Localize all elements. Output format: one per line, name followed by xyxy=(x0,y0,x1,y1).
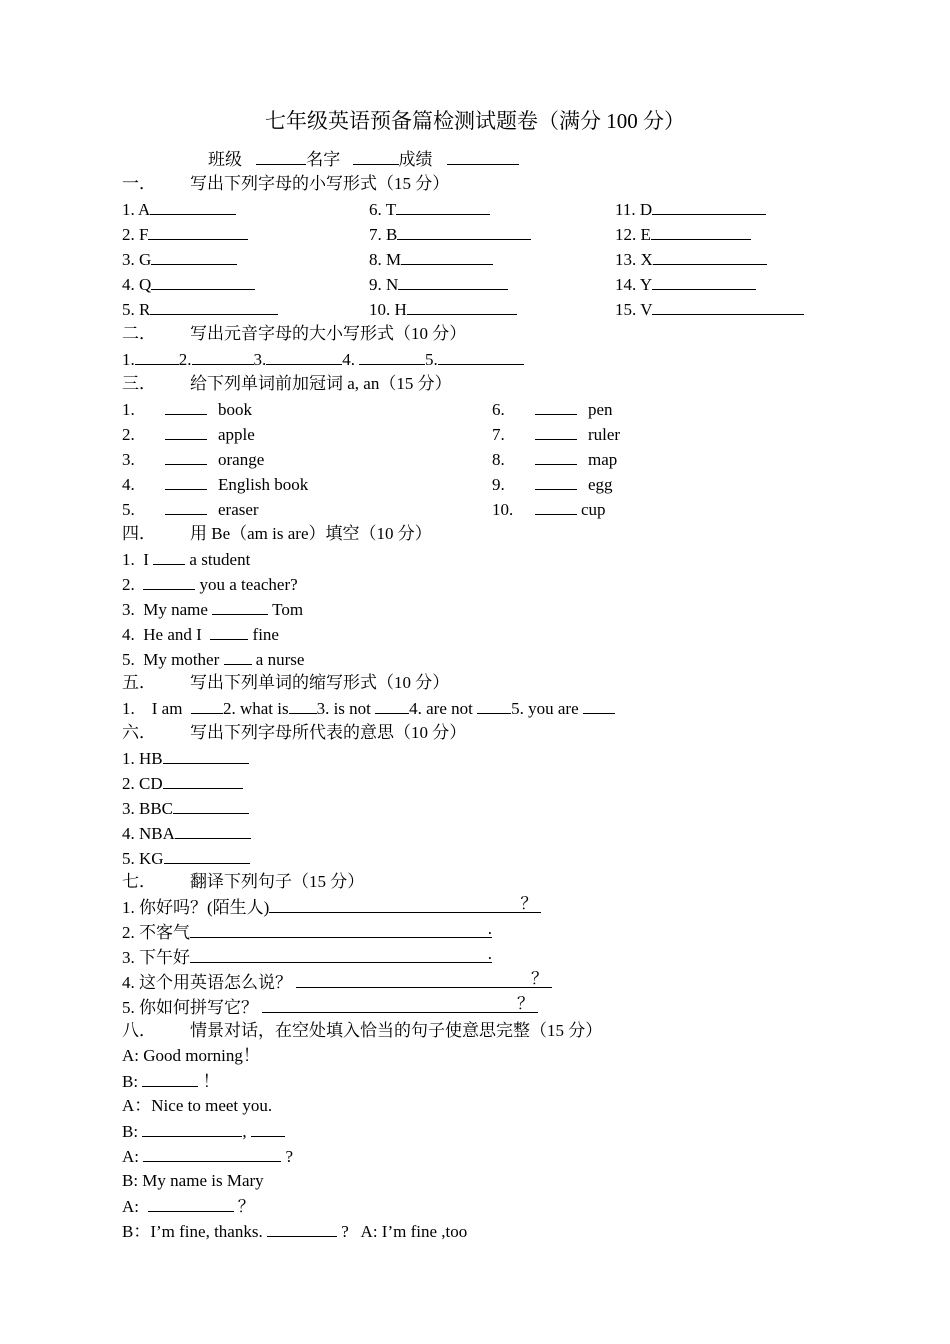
dialogue-line: A: Good morning！ xyxy=(122,1046,260,1065)
answer-blank[interactable] xyxy=(266,347,342,365)
letter-label: 12. E xyxy=(615,225,651,244)
letter-label: 3. G xyxy=(122,250,152,269)
answer-blank[interactable] xyxy=(375,696,409,714)
dialogue-line: A：Nice to meet you. xyxy=(122,1096,273,1115)
list-item xyxy=(122,920,492,945)
word: apple xyxy=(218,425,255,444)
vowel-answer-row xyxy=(122,347,524,372)
section-title: 写出下列单词的缩写形式（10 分） xyxy=(190,673,450,692)
letter-label: 15. V xyxy=(615,300,653,319)
list-item xyxy=(492,472,613,497)
answer-blank[interactable] xyxy=(165,397,207,415)
list-item xyxy=(122,572,298,597)
section-number: 四． xyxy=(122,524,156,543)
word: ruler xyxy=(588,425,621,444)
list-item xyxy=(492,447,617,472)
word: pen xyxy=(588,400,613,419)
section-title: 给下列单词前加冠词 a, an（15 分） xyxy=(190,374,452,393)
dialogue-text: , xyxy=(242,1122,251,1141)
letter-label: 11. D xyxy=(615,200,653,219)
abbreviation-label: 5. KG xyxy=(122,849,164,868)
end-punctuation: . xyxy=(487,944,492,963)
dialogue-line xyxy=(122,1119,285,1144)
answer-blank[interactable] xyxy=(267,1219,337,1237)
section-8-heading xyxy=(122,1019,602,1043)
item-label: 4. are not xyxy=(409,699,478,718)
answer-blank[interactable] xyxy=(535,472,577,490)
answer-blank[interactable] xyxy=(535,447,577,465)
page-title: 七年级英语预备篇检测试题卷（满分 100 分） xyxy=(265,109,685,133)
word: cup xyxy=(581,500,606,519)
list-item xyxy=(369,222,531,247)
list-item xyxy=(122,247,237,272)
letter-label: 10. H xyxy=(369,300,407,319)
item-number: 9. xyxy=(492,475,505,494)
section-title: 用 Be（am is are）填空（10 分） xyxy=(190,524,432,543)
class-blank[interactable] xyxy=(256,147,306,165)
section-number: 六． xyxy=(122,723,156,742)
letter-label: 14. Y xyxy=(615,275,653,294)
answer-blank[interactable] xyxy=(269,895,541,913)
sentence-end: you a teacher? xyxy=(195,575,298,594)
contraction-row xyxy=(122,696,615,721)
dialogue-line xyxy=(122,1144,293,1169)
list-item xyxy=(369,272,508,297)
item-number: 1. xyxy=(122,350,135,369)
answer-blank[interactable] xyxy=(163,746,249,764)
letter-label: 2. F xyxy=(122,225,149,244)
list-item xyxy=(492,422,620,447)
answer-blank[interactable] xyxy=(438,347,524,365)
item-number: 5. xyxy=(122,500,135,519)
section-title: 情景对话，在空处填入恰当的句子使意思完整（15 分） xyxy=(190,1021,603,1040)
letter-label: 1. A xyxy=(122,200,151,219)
list-item xyxy=(492,397,613,422)
answer-blank[interactable] xyxy=(652,272,756,290)
list-item xyxy=(615,222,751,247)
item-number: 3. xyxy=(122,450,135,469)
answer-blank[interactable] xyxy=(397,222,531,240)
abbreviation-label: 3. BBC xyxy=(122,799,174,818)
answer-blank[interactable] xyxy=(142,1069,198,1087)
answer-blank[interactable] xyxy=(398,272,508,290)
answer-blank[interactable] xyxy=(175,821,251,839)
item-number: 8. xyxy=(492,450,505,469)
answer-blank[interactable] xyxy=(165,472,207,490)
letter-label: 7. B xyxy=(369,225,398,244)
answer-blank[interactable] xyxy=(535,397,577,415)
answer-blank[interactable] xyxy=(143,572,195,590)
item-number: 7. xyxy=(492,425,505,444)
end-punctuation: ？ xyxy=(517,994,534,1013)
dialogue-text: ！ xyxy=(198,1072,220,1091)
list-item xyxy=(122,197,236,222)
list-item xyxy=(122,970,552,995)
answer-blank[interactable] xyxy=(262,995,538,1013)
sentence-start: 2. xyxy=(122,575,144,594)
section-4-heading xyxy=(122,522,432,546)
list-item xyxy=(122,497,259,522)
list-item xyxy=(369,297,517,322)
item-number: 4. xyxy=(342,350,355,369)
answer-blank[interactable] xyxy=(190,920,492,938)
word: orange xyxy=(218,450,265,469)
section-title: 写出下列字母的小写形式（15 分） xyxy=(190,174,450,193)
list-item xyxy=(615,297,804,322)
letter-label: 9. N xyxy=(369,275,399,294)
letter-label: 6. T xyxy=(369,200,397,219)
letter-label: 8. M xyxy=(369,250,402,269)
answer-blank[interactable] xyxy=(251,1119,285,1137)
list-item xyxy=(122,995,538,1020)
sentence-prompt: 3. 下午好 xyxy=(122,948,190,967)
dialogue-text: B：I’m fine, thanks. xyxy=(122,1222,267,1241)
dialogue-line xyxy=(122,1219,467,1244)
answer-blank[interactable] xyxy=(401,247,493,265)
list-item xyxy=(122,547,250,572)
item-number: 1. xyxy=(122,400,135,419)
answer-blank[interactable] xyxy=(164,846,250,864)
list-item xyxy=(122,397,252,422)
answer-blank[interactable] xyxy=(151,247,237,265)
abbreviation-label: 2. CD xyxy=(122,774,163,793)
abbreviation-label: 4. NBA xyxy=(122,824,175,843)
dialogue-text: ？ xyxy=(233,1197,255,1216)
list-item xyxy=(369,247,493,272)
end-punctuation: ？ xyxy=(531,969,548,988)
letter-label: 5. R xyxy=(122,300,151,319)
answer-blank[interactable] xyxy=(143,1144,281,1162)
answer-blank[interactable] xyxy=(396,197,490,215)
answer-blank[interactable] xyxy=(583,696,615,714)
score-label: 成绩 xyxy=(398,150,433,169)
class-label: 班级 xyxy=(208,150,242,169)
section-number: 七． xyxy=(122,872,156,891)
section-3-heading xyxy=(122,372,452,396)
answer-blank[interactable] xyxy=(148,1194,234,1212)
dialogue-text: ? xyxy=(281,1147,294,1166)
speaker-label: A: xyxy=(122,1197,148,1216)
answer-blank[interactable] xyxy=(135,347,179,365)
sentence-prompt: 2. 不客气 xyxy=(122,923,190,942)
sentence-prompt: 1. 你好吗？(陌生人) xyxy=(122,898,270,917)
answer-blank[interactable] xyxy=(190,945,492,963)
list-item xyxy=(122,746,249,771)
sentence-prompt: 5. 你如何拼写它？ xyxy=(122,998,258,1017)
section-number: 八． xyxy=(122,1021,156,1040)
speaker-label: A: xyxy=(122,1147,144,1166)
section-number: 五． xyxy=(122,673,156,692)
list-item xyxy=(492,497,606,522)
section-1-heading xyxy=(122,172,449,196)
list-item xyxy=(615,272,756,297)
section-number: 一． xyxy=(122,174,156,193)
item-number: 5. xyxy=(425,350,438,369)
name-blank[interactable] xyxy=(353,147,399,165)
answer-blank[interactable] xyxy=(289,696,317,714)
speaker-label: B: xyxy=(122,1072,143,1091)
answer-blank[interactable] xyxy=(535,422,577,440)
answer-blank[interactable] xyxy=(150,197,236,215)
word: map xyxy=(588,450,618,469)
word: English book xyxy=(218,475,309,494)
answer-blank[interactable] xyxy=(212,597,268,615)
answer-blank[interactable] xyxy=(224,647,252,665)
dialogue-line xyxy=(122,1069,220,1094)
end-punctuation: ？ xyxy=(520,894,538,913)
section-6-heading xyxy=(122,721,466,745)
list-item xyxy=(122,222,248,247)
section-title: 写出元音字母的大小写形式（10 分） xyxy=(190,324,467,343)
answer-blank[interactable] xyxy=(173,796,249,814)
item-label: 1. I am xyxy=(122,699,191,718)
list-item xyxy=(615,247,767,272)
sentence-start: 3. My name xyxy=(122,600,213,619)
answer-blank[interactable] xyxy=(151,272,255,290)
answer-blank[interactable] xyxy=(163,771,243,789)
list-item xyxy=(122,796,249,821)
answer-blank[interactable] xyxy=(192,347,254,365)
list-item xyxy=(122,272,255,297)
answer-blank[interactable] xyxy=(535,497,577,515)
list-item xyxy=(369,197,490,222)
item-number: 6. xyxy=(492,400,505,419)
list-item xyxy=(122,821,251,846)
list-item xyxy=(122,647,304,672)
dialogue-text: ? A: I’m fine ,too xyxy=(336,1222,468,1241)
list-item xyxy=(122,622,279,647)
item-number: 3. xyxy=(253,350,267,369)
sentence-end: fine xyxy=(248,625,279,644)
answer-blank[interactable] xyxy=(165,497,207,515)
item-number: 10. xyxy=(492,500,514,519)
sentence-end: a student xyxy=(185,550,251,569)
section-7-heading xyxy=(122,870,364,894)
name-label: 名字 xyxy=(306,150,341,169)
answer-blank[interactable] xyxy=(142,1119,242,1137)
list-item xyxy=(122,846,250,871)
dialogue-line: B: My name is Mary xyxy=(122,1171,264,1190)
sentence-end: a nurse xyxy=(251,650,305,669)
item-number: 4. xyxy=(122,475,135,494)
list-item xyxy=(122,597,303,622)
answer-blank[interactable] xyxy=(651,222,751,240)
section-title: 写出下列字母所代表的意思（10 分） xyxy=(190,723,467,742)
list-item xyxy=(615,197,766,222)
sentence-start: 4. He and I xyxy=(122,625,211,644)
item-number: 2. xyxy=(178,350,192,369)
answer-blank[interactable] xyxy=(165,422,207,440)
list-item xyxy=(122,422,255,447)
item-label: 2. what is xyxy=(222,699,289,718)
list-item xyxy=(122,447,264,472)
sentence-end: Tom xyxy=(268,600,304,619)
speaker-label: B: xyxy=(122,1122,143,1141)
answer-blank[interactable] xyxy=(653,247,767,265)
sentence-start: 1. I xyxy=(122,550,154,569)
sentence-start: 5. My mother xyxy=(122,650,224,669)
letter-label: 4. Q xyxy=(122,275,152,294)
list-item xyxy=(122,945,492,970)
section-number: 三． xyxy=(122,374,156,393)
list-item xyxy=(122,472,308,497)
score-blank[interactable] xyxy=(447,147,519,165)
answer-blank[interactable] xyxy=(148,222,248,240)
answer-blank[interactable] xyxy=(407,297,517,315)
dialogue-line xyxy=(122,1194,255,1219)
answer-blank[interactable] xyxy=(652,197,766,215)
section-title: 翻译下列句子（15 分） xyxy=(190,872,365,891)
end-punctuation: . xyxy=(487,919,492,938)
student-info-line xyxy=(208,147,519,172)
answer-blank[interactable] xyxy=(150,297,278,315)
abbreviation-label: 1. HB xyxy=(122,749,163,768)
list-item xyxy=(122,771,243,796)
section-number: 二． xyxy=(122,324,156,343)
item-label: 3. is not xyxy=(316,699,376,718)
answer-blank[interactable] xyxy=(477,696,511,714)
letter-label: 13. X xyxy=(615,250,653,269)
word: eraser xyxy=(218,500,259,519)
answer-blank[interactable] xyxy=(210,622,248,640)
answer-blank[interactable] xyxy=(191,696,223,714)
section-5-heading xyxy=(122,671,449,695)
answer-blank[interactable] xyxy=(652,297,804,315)
word: book xyxy=(218,400,252,419)
answer-blank[interactable] xyxy=(359,347,425,365)
sentence-prompt: 4. 这个用英语怎么说？ xyxy=(122,973,292,992)
item-number: 2. xyxy=(122,425,135,444)
word: egg xyxy=(588,475,613,494)
section-2-heading xyxy=(122,322,466,346)
list-item xyxy=(122,895,541,920)
item-label: 5. you are xyxy=(511,699,583,718)
answer-blank[interactable] xyxy=(165,447,207,465)
list-item xyxy=(122,297,278,322)
answer-blank[interactable] xyxy=(153,547,185,565)
answer-blank[interactable] xyxy=(296,970,552,988)
